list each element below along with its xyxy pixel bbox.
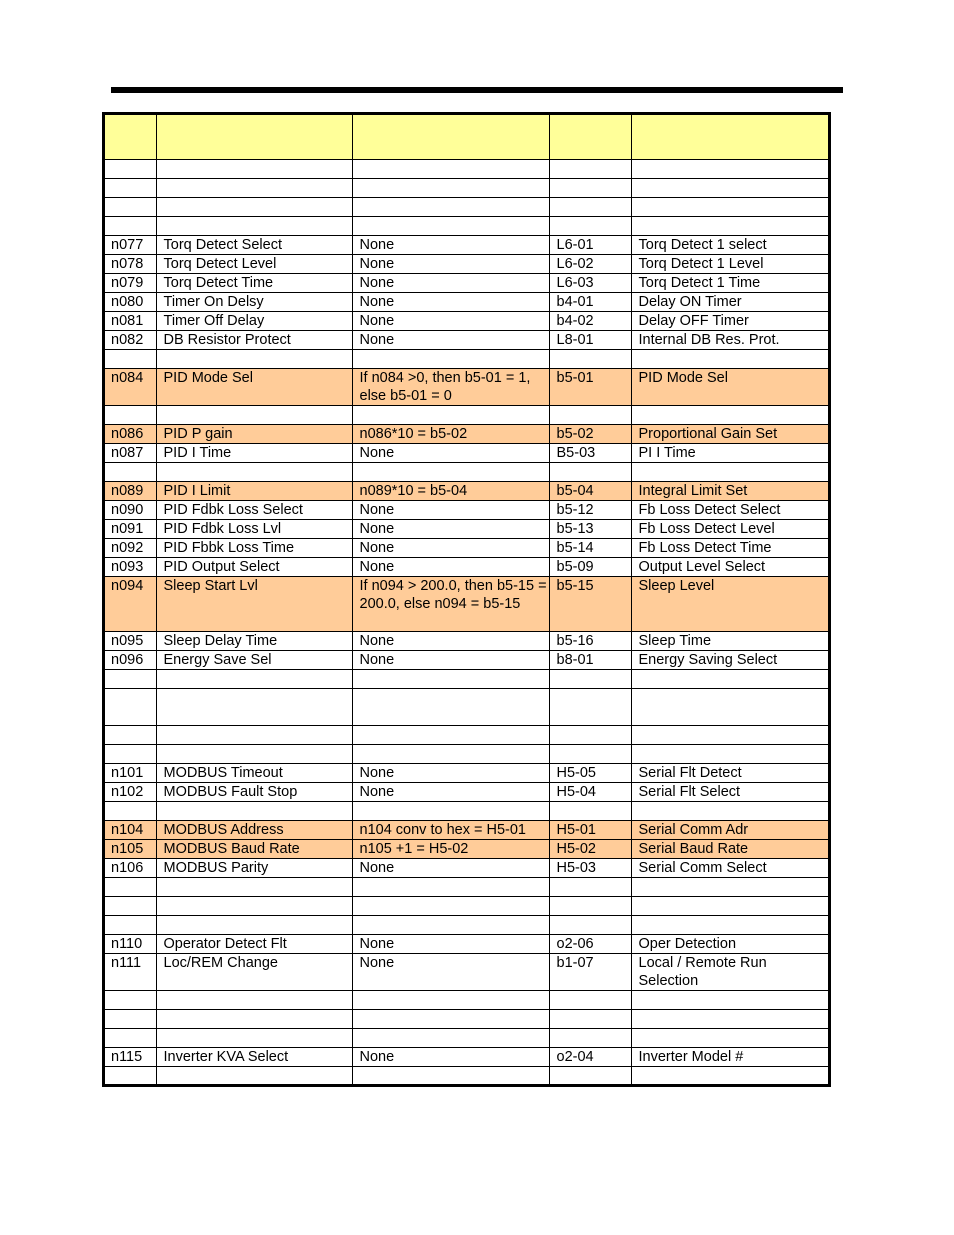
table-row	[105, 820, 828, 839]
old-name-cell: MODBUS Address	[156, 820, 352, 839]
new-name-cell	[631, 216, 828, 235]
old-param-cell: n111	[105, 953, 156, 990]
new-name-cell	[631, 896, 828, 915]
conversion-cell	[352, 896, 549, 915]
old-name-cell	[156, 1009, 352, 1028]
old-param-cell: n082	[105, 330, 156, 349]
old-param-cell: n115	[105, 1047, 156, 1066]
header-cell	[549, 115, 631, 159]
new-name-cell: Proportional Gain Set	[631, 424, 828, 443]
table-row	[105, 858, 828, 877]
new-param-cell	[549, 178, 631, 197]
table-row	[105, 273, 828, 292]
old-name-cell	[156, 990, 352, 1009]
conversion-cell: None	[352, 650, 549, 669]
old-param-cell	[105, 990, 156, 1009]
old-param-cell	[105, 405, 156, 424]
table-row	[105, 782, 828, 801]
old-param-cell: n110	[105, 934, 156, 953]
conversion-cell: None	[352, 557, 549, 576]
new-name-cell	[631, 688, 828, 725]
table-row	[105, 915, 828, 934]
old-param-cell: n084	[105, 368, 156, 405]
conversion-cell	[352, 349, 549, 368]
table-row	[105, 443, 828, 462]
old-name-cell	[156, 462, 352, 481]
conversion-cell	[352, 990, 549, 1009]
table-row	[105, 462, 828, 481]
table-row	[105, 576, 828, 631]
new-name-cell: Serial Comm Select	[631, 858, 828, 877]
conversion-cell: n105 +1 = H5-02	[352, 839, 549, 858]
new-name-cell	[631, 178, 828, 197]
new-name-cell: Serial Baud Rate	[631, 839, 828, 858]
conversion-cell: None	[352, 254, 549, 273]
new-param-cell	[549, 1066, 631, 1084]
table-row	[105, 292, 828, 311]
table-row	[105, 1028, 828, 1047]
conversion-cell: None	[352, 953, 549, 990]
table-row	[105, 744, 828, 763]
conversion-cell	[352, 405, 549, 424]
table-row	[105, 1047, 828, 1066]
conversion-cell: If n084 >0, then b5-01 = 1, else b5-01 = 0	[352, 368, 549, 405]
new-param-cell: b8-01	[549, 650, 631, 669]
old-param-cell: n078	[105, 254, 156, 273]
old-param-cell: n086	[105, 424, 156, 443]
table-row	[105, 877, 828, 896]
table-row	[105, 725, 828, 744]
old-param-cell: n104	[105, 820, 156, 839]
conversion-cell: None	[352, 311, 549, 330]
parameter-table-grid	[105, 115, 828, 1084]
old-param-cell	[105, 1028, 156, 1047]
new-name-cell: Torq Detect 1 select	[631, 235, 828, 254]
old-name-cell: MODBUS Parity	[156, 858, 352, 877]
conversion-cell	[352, 877, 549, 896]
conversion-cell: None	[352, 858, 549, 877]
table-row	[105, 197, 828, 216]
old-param-cell	[105, 877, 156, 896]
new-param-cell: H5-03	[549, 858, 631, 877]
new-param-cell: b5-13	[549, 519, 631, 538]
conversion-cell: None	[352, 443, 549, 462]
old-param-cell	[105, 669, 156, 688]
new-name-cell	[631, 349, 828, 368]
old-name-cell	[156, 669, 352, 688]
old-name-cell: Timer On Delsy	[156, 292, 352, 311]
header-cell	[631, 115, 828, 159]
new-param-cell: L6-03	[549, 273, 631, 292]
new-name-cell: PID Mode Sel	[631, 368, 828, 405]
old-param-cell: n102	[105, 782, 156, 801]
conversion-cell	[352, 462, 549, 481]
new-name-cell: Fb Loss Detect Time	[631, 538, 828, 557]
new-name-cell	[631, 1028, 828, 1047]
old-name-cell: Loc/REM Change	[156, 953, 352, 990]
new-name-cell: PI I Time	[631, 443, 828, 462]
new-name-cell: Torq Detect 1 Time	[631, 273, 828, 292]
conversion-cell	[352, 915, 549, 934]
new-name-cell: Serial Flt Detect	[631, 763, 828, 782]
old-param-cell	[105, 1009, 156, 1028]
new-param-cell	[549, 349, 631, 368]
new-name-cell: Serial Flt Select	[631, 782, 828, 801]
conversion-cell: None	[352, 519, 549, 538]
table-header-row	[105, 115, 828, 159]
conversion-cell: None	[352, 763, 549, 782]
old-name-cell	[156, 1028, 352, 1047]
new-name-cell	[631, 744, 828, 763]
header-cell	[156, 115, 352, 159]
table-row	[105, 538, 828, 557]
new-param-cell: b5-14	[549, 538, 631, 557]
conversion-cell	[352, 1066, 549, 1084]
conversion-cell: n089*10 = b5-04	[352, 481, 549, 500]
old-param-cell	[105, 1066, 156, 1084]
new-name-cell	[631, 405, 828, 424]
conversion-cell	[352, 197, 549, 216]
new-param-cell: o2-06	[549, 934, 631, 953]
conversion-cell	[352, 159, 549, 178]
conversion-cell: None	[352, 538, 549, 557]
conversion-cell	[352, 669, 549, 688]
new-name-cell	[631, 197, 828, 216]
old-param-cell	[105, 349, 156, 368]
old-param-cell	[105, 896, 156, 915]
old-param-cell: n094	[105, 576, 156, 631]
table-row	[105, 990, 828, 1009]
table-row	[105, 405, 828, 424]
new-name-cell	[631, 990, 828, 1009]
new-name-cell: Fb Loss Detect Select	[631, 500, 828, 519]
conversion-cell: None	[352, 330, 549, 349]
table-row	[105, 330, 828, 349]
new-param-cell: b5-01	[549, 368, 631, 405]
old-name-cell	[156, 1066, 352, 1084]
old-name-cell: MODBUS Baud Rate	[156, 839, 352, 858]
conversion-cell: n104 conv to hex = H5-01	[352, 820, 549, 839]
new-name-cell	[631, 915, 828, 934]
new-param-cell: b4-02	[549, 311, 631, 330]
conversion-cell	[352, 688, 549, 725]
old-name-cell: DB Resistor Protect	[156, 330, 352, 349]
parameter-table	[102, 112, 831, 1087]
new-name-cell	[631, 801, 828, 820]
new-param-cell: B5-03	[549, 443, 631, 462]
table-row	[105, 1009, 828, 1028]
table-row	[105, 839, 828, 858]
new-name-cell: Local / Remote Run Selection	[631, 953, 828, 990]
old-name-cell	[156, 688, 352, 725]
table-row	[105, 216, 828, 235]
old-param-cell: n096	[105, 650, 156, 669]
old-param-cell	[105, 197, 156, 216]
new-name-cell: Serial Comm Adr	[631, 820, 828, 839]
old-param-cell: n080	[105, 292, 156, 311]
new-name-cell	[631, 1066, 828, 1084]
conversion-cell: None	[352, 782, 549, 801]
header-cell	[105, 115, 156, 159]
old-name-cell	[156, 725, 352, 744]
new-param-cell	[549, 669, 631, 688]
old-name-cell	[156, 216, 352, 235]
new-param-cell	[549, 462, 631, 481]
table-row	[105, 557, 828, 576]
header-cell	[352, 115, 549, 159]
old-name-cell: PID Output Select	[156, 557, 352, 576]
old-name-cell: PID Mode Sel	[156, 368, 352, 405]
conversion-cell	[352, 744, 549, 763]
table-row	[105, 311, 828, 330]
new-param-cell	[549, 896, 631, 915]
old-name-cell: Timer Off Delay	[156, 311, 352, 330]
old-name-cell: MODBUS Timeout	[156, 763, 352, 782]
conversion-cell: None	[352, 631, 549, 650]
old-param-cell: n081	[105, 311, 156, 330]
old-name-cell: Sleep Delay Time	[156, 631, 352, 650]
top-rule	[111, 87, 843, 93]
old-name-cell	[156, 159, 352, 178]
new-name-cell: Delay OFF Timer	[631, 311, 828, 330]
conversion-cell: None	[352, 934, 549, 953]
new-param-cell	[549, 197, 631, 216]
table-row	[105, 934, 828, 953]
old-param-cell	[105, 462, 156, 481]
new-param-cell	[549, 801, 631, 820]
new-name-cell: Sleep Time	[631, 631, 828, 650]
new-param-cell: L6-01	[549, 235, 631, 254]
new-name-cell	[631, 462, 828, 481]
old-name-cell: Inverter KVA Select	[156, 1047, 352, 1066]
conversion-cell: n086*10 = b5-02	[352, 424, 549, 443]
old-name-cell	[156, 801, 352, 820]
old-param-cell: n089	[105, 481, 156, 500]
table-row	[105, 669, 828, 688]
table-row	[105, 1066, 828, 1084]
old-name-cell	[156, 915, 352, 934]
new-param-cell	[549, 688, 631, 725]
new-param-cell: b4-01	[549, 292, 631, 311]
old-name-cell: PID Fbbk Loss Time	[156, 538, 352, 557]
new-name-cell	[631, 725, 828, 744]
old-param-cell: n106	[105, 858, 156, 877]
old-param-cell: n093	[105, 557, 156, 576]
table-row	[105, 368, 828, 405]
new-param-cell: L8-01	[549, 330, 631, 349]
old-param-cell: n092	[105, 538, 156, 557]
old-name-cell: Energy Save Sel	[156, 650, 352, 669]
table-row	[105, 235, 828, 254]
old-name-cell	[156, 744, 352, 763]
old-param-cell	[105, 744, 156, 763]
conversion-cell	[352, 1028, 549, 1047]
new-name-cell: Torq Detect 1 Level	[631, 254, 828, 273]
new-param-cell: o2-04	[549, 1047, 631, 1066]
conversion-cell: None	[352, 292, 549, 311]
old-name-cell: PID Fdbk Loss Lvl	[156, 519, 352, 538]
new-param-cell: b5-04	[549, 481, 631, 500]
new-name-cell: Internal DB Res. Prot.	[631, 330, 828, 349]
table-row	[105, 349, 828, 368]
new-param-cell	[549, 216, 631, 235]
conversion-cell: None	[352, 235, 549, 254]
new-param-cell	[549, 990, 631, 1009]
new-param-cell: H5-02	[549, 839, 631, 858]
new-name-cell	[631, 1009, 828, 1028]
new-param-cell: b5-12	[549, 500, 631, 519]
new-param-cell	[549, 915, 631, 934]
old-param-cell: n079	[105, 273, 156, 292]
old-name-cell: Sleep Start Lvl	[156, 576, 352, 631]
table-row	[105, 481, 828, 500]
old-name-cell: PID Fdbk Loss Select	[156, 500, 352, 519]
table-row	[105, 178, 828, 197]
old-param-cell: n105	[105, 839, 156, 858]
conversion-cell: None	[352, 500, 549, 519]
conversion-cell	[352, 801, 549, 820]
new-name-cell: Oper Detection	[631, 934, 828, 953]
new-param-cell	[549, 725, 631, 744]
new-name-cell	[631, 669, 828, 688]
new-param-cell: H5-05	[549, 763, 631, 782]
new-param-cell: L6-02	[549, 254, 631, 273]
conversion-cell	[352, 725, 549, 744]
table-row	[105, 254, 828, 273]
old-name-cell	[156, 349, 352, 368]
new-name-cell: Integral Limit Set	[631, 481, 828, 500]
old-name-cell: Torq Detect Level	[156, 254, 352, 273]
new-param-cell	[549, 405, 631, 424]
new-name-cell: Fb Loss Detect Level	[631, 519, 828, 538]
table-row	[105, 650, 828, 669]
old-name-cell	[156, 877, 352, 896]
new-name-cell: Output Level Select	[631, 557, 828, 576]
new-param-cell: H5-04	[549, 782, 631, 801]
old-name-cell: PID P gain	[156, 424, 352, 443]
old-name-cell: PID I Time	[156, 443, 352, 462]
conversion-cell: None	[352, 1047, 549, 1066]
old-param-cell	[105, 216, 156, 235]
table-row	[105, 159, 828, 178]
table-row	[105, 688, 828, 725]
table-row	[105, 631, 828, 650]
old-name-cell: Operator Detect Flt	[156, 934, 352, 953]
table-row	[105, 519, 828, 538]
new-param-cell	[549, 1028, 631, 1047]
old-param-cell	[105, 725, 156, 744]
old-param-cell: n101	[105, 763, 156, 782]
old-param-cell: n087	[105, 443, 156, 462]
new-param-cell: b1-07	[549, 953, 631, 990]
new-param-cell	[549, 159, 631, 178]
old-name-cell	[156, 896, 352, 915]
old-param-cell: n095	[105, 631, 156, 650]
old-name-cell: Torq Detect Time	[156, 273, 352, 292]
old-name-cell	[156, 405, 352, 424]
old-name-cell: Torq Detect Select	[156, 235, 352, 254]
new-param-cell	[549, 1009, 631, 1028]
table-row	[105, 424, 828, 443]
conversion-cell: If n094 > 200.0, then b5-15 = 200.0, else n094 = b5-15	[352, 576, 549, 631]
table-row	[105, 801, 828, 820]
conversion-cell	[352, 1009, 549, 1028]
new-param-cell	[549, 877, 631, 896]
new-param-cell: b5-09	[549, 557, 631, 576]
new-param-cell: b5-02	[549, 424, 631, 443]
new-param-cell	[549, 744, 631, 763]
new-name-cell	[631, 159, 828, 178]
new-param-cell: H5-01	[549, 820, 631, 839]
new-param-cell: b5-16	[549, 631, 631, 650]
new-param-cell: b5-15	[549, 576, 631, 631]
old-name-cell: PID I Limit	[156, 481, 352, 500]
table-row	[105, 953, 828, 990]
new-name-cell: Inverter Model #	[631, 1047, 828, 1066]
old-name-cell	[156, 178, 352, 197]
old-param-cell: n090	[105, 500, 156, 519]
new-name-cell	[631, 877, 828, 896]
old-param-cell: n077	[105, 235, 156, 254]
new-name-cell: Energy Saving Select	[631, 650, 828, 669]
new-name-cell: Sleep Level	[631, 576, 828, 631]
old-param-cell	[105, 915, 156, 934]
new-name-cell: Delay ON Timer	[631, 292, 828, 311]
old-param-cell: n091	[105, 519, 156, 538]
old-param-cell	[105, 159, 156, 178]
table-row	[105, 763, 828, 782]
table-body	[105, 115, 828, 1084]
table-row	[105, 896, 828, 915]
old-param-cell	[105, 801, 156, 820]
table-row	[105, 500, 828, 519]
conversion-cell: None	[352, 273, 549, 292]
old-name-cell	[156, 197, 352, 216]
conversion-cell	[352, 178, 549, 197]
conversion-cell	[352, 216, 549, 235]
old-param-cell	[105, 178, 156, 197]
old-name-cell: MODBUS Fault Stop	[156, 782, 352, 801]
old-param-cell	[105, 688, 156, 725]
